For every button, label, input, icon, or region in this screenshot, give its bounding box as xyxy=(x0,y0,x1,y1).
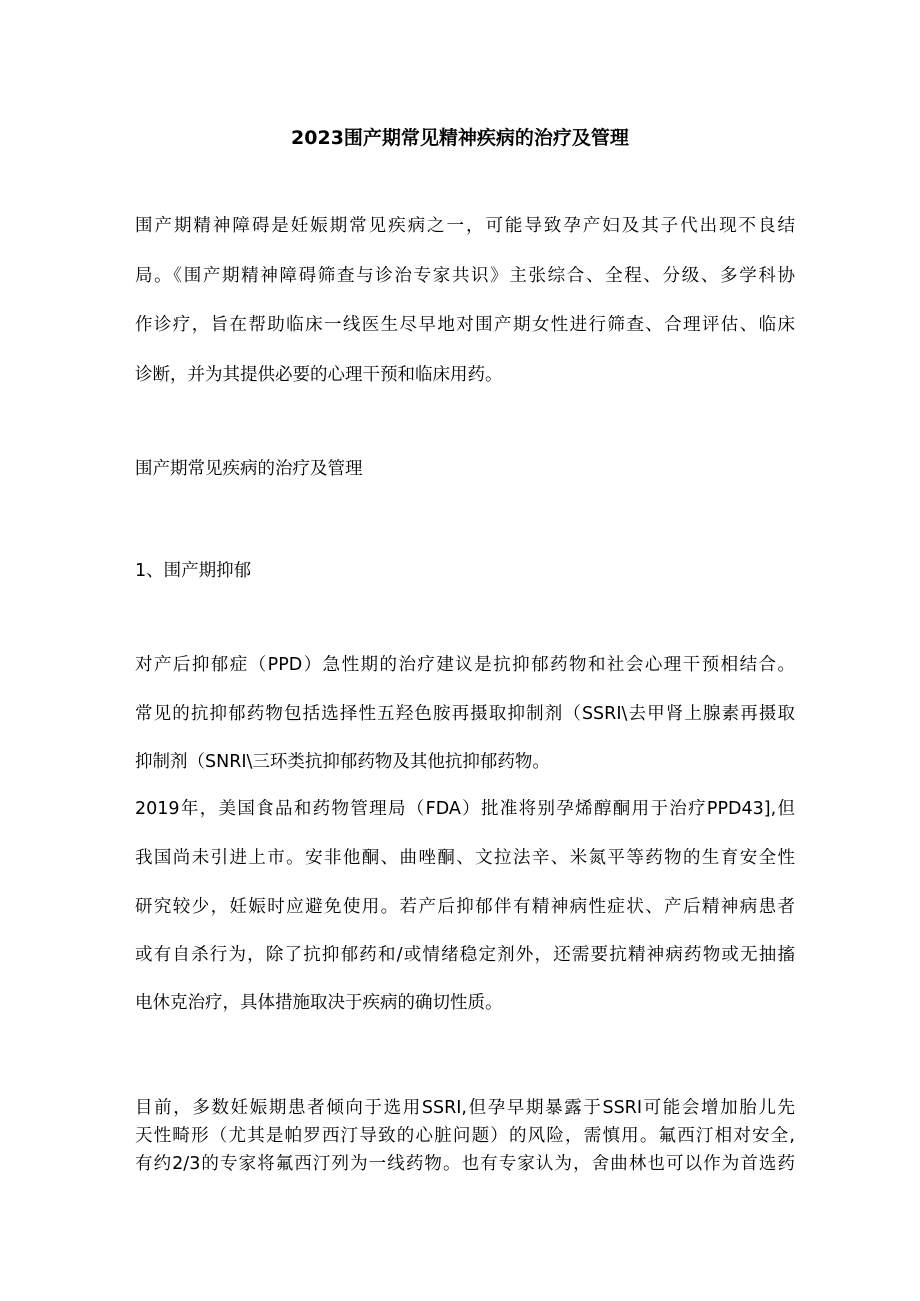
section-heading: 围产期常见疾病的治疗及管理 xyxy=(135,459,363,479)
paragraph-line: 对产后抑郁症（PPD）急性期的治疗建议是抗抑郁药物和社会心理干预相结合。 xyxy=(135,655,795,675)
document-title: 2023围产期常见精神疾病的治疗及管理 xyxy=(291,127,629,149)
paragraph-line: 电休克治疗，具体措施取决于疾病的确切性质。 xyxy=(135,993,503,1013)
paragraph-line: 抑制剂（SNRI\三环类抗抑郁药物及其他抗抑郁药物。 xyxy=(135,752,550,772)
paragraph-line: 2019年，美国食品和药物管理局（FDA）批准将别孕烯醇酮用于治疗PPD43],但 xyxy=(135,799,795,819)
paragraph-line: 研究较少，妊娠时应避免使用。若产后抑郁伴有精神病性症状、产后精神病患者 xyxy=(135,897,795,917)
paragraph-line: 或有自杀行为，除了抗抑郁药和/或情绪稳定剂外，还需要抗精神病药物或无抽搐 xyxy=(135,945,795,965)
paragraph-line: 我国尚未引进上市。安非他酮、曲唑酮、文拉法辛、米氮平等药物的生育安全性 xyxy=(135,848,795,868)
subsection-heading: 1、围产期抑郁 xyxy=(135,561,252,581)
paragraph-line: 有约2/3的专家将氟西汀列为一线药物。也有专家认为，舍曲林也可以作为首选药 xyxy=(135,1154,795,1174)
intro-line: 诊断，并为其提供必要的心理干预和临床用药。 xyxy=(135,365,503,385)
paragraph-line: 目前，多数妊娠期患者倾向于选用SSRI,但孕早期暴露于SSRI可能会增加胎儿先 xyxy=(135,1098,795,1118)
intro-line: 作诊疗，旨在帮助临床一线医生尽早地对围产期女性进行筛查、合理评估、临床 xyxy=(135,315,795,335)
paragraph-line: 常见的抗抑郁药物包括选择性五羟色胺再摄取抑制剂（SSRI\去甲肾上腺素再摄取 xyxy=(135,704,795,724)
intro-line: 围产期精神障碍是妊娠期常见疾病之一，可能导致孕产妇及其子代出现不良结 xyxy=(135,216,795,236)
paragraph-line: 天性畸形（尤其是帕罗西汀导致的心脏问题）的风险，需慎用。氟西汀相对安全, xyxy=(135,1126,795,1146)
intro-line: 局。《围产期精神障碍筛查与诊治专家共识》主张综合、全程、分级、多学科协 xyxy=(135,266,795,286)
